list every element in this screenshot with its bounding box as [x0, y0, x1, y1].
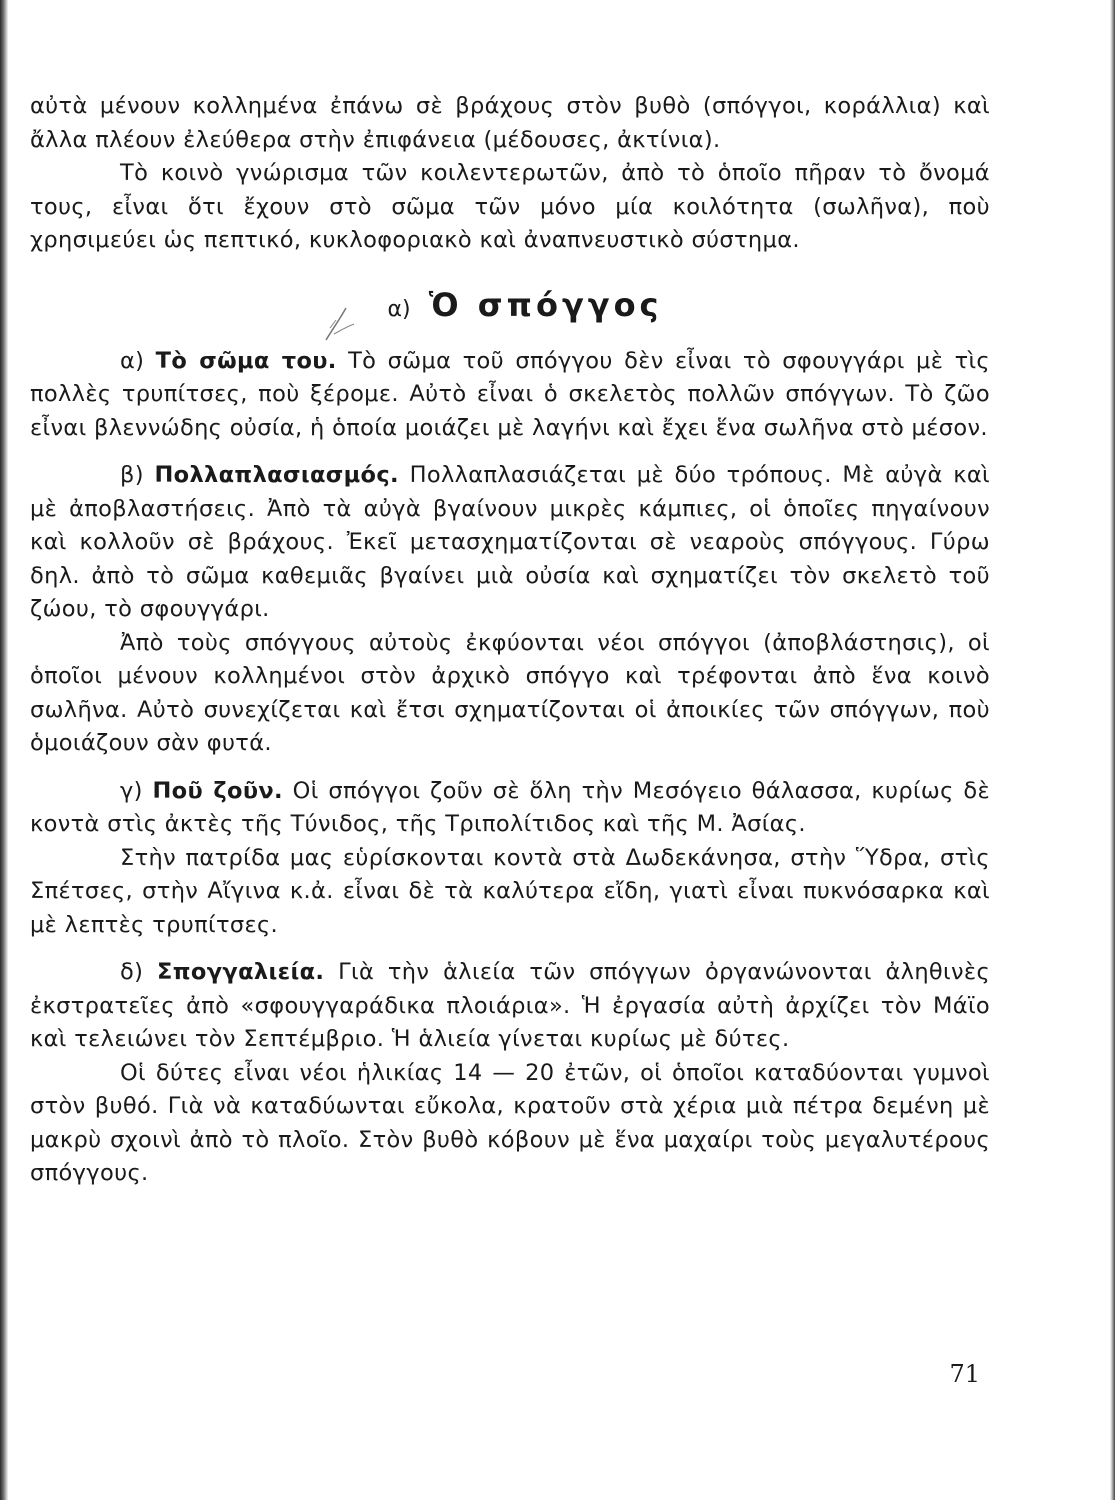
subsection-body — [30, 345, 990, 446]
subsection-title: Ποῦ ζοῦν. — [152, 777, 283, 804]
page-number: 71 — [949, 1360, 980, 1388]
section-heading-label: α) — [387, 296, 411, 322]
subsection-text: Οἱ σπόγγοι ζοῦν σὲ ὅλη τὴν Μεσόγειο θάλασσα, κυρίως δὲ κοντὰ στὶς ἀκτὲς τῆς Τύνιδος, τῆς Τριπολίτιδος καὶ τῆς Μ. Ἀσίας. — [30, 777, 990, 837]
intro-paragraph-continued: αὐτὰ μένουν κολλημένα ἐπάνω σὲ βράχους στὸν βυθὸ (σπόγγοι, κοράλλια) καὶ ἄλλα πλέουν ἐλεύθερα στὴν ἐπιφάνεια (μέδουσες, ἀκτίνια). — [30, 93, 990, 153]
subsection-paragraph: Ἀπὸ τοὺς σπόγγους αὐτοὺς ἐκφύονται νέοι σπόγγοι (ἀποβλάστησις), οἱ ὁποῖοι μένουν κολλημένοι στὸν ἀρχικὸ σπόγγο καὶ τρέφονται ἀπὸ ἕνα κοινὸ σωλῆνα. Αὐτὸ συνεχίζεται καὶ ἔτσι σχηματίζονται οἱ ἀποικίες τῶν σπόγγων, ποὺ ὁμοιάζουν σὰν φυτά. — [30, 629, 990, 756]
subsection-marker: β) — [120, 462, 144, 488]
subsection-body — [30, 775, 990, 842]
subsection-title: Τὸ σῶμα του. — [155, 347, 337, 374]
intro-paragraph: Τὸ κοινὸ γνώρισμα τῶν κοιλεντερωτῶν, ἀπὸ τὸ ὁποῖο πῆραν τὸ ὄνομά τους, εἶναι ὅτι ἔχουν στὸ σῶμα τῶν μόνο μία κοιλότητα (σωλῆνα), ποὺ χρησιμεύει ὡς πεπτικό, κυκλοφοριακὸ καὶ ἀναπνευστικὸ σύστημα. — [30, 160, 990, 253]
page-right-edge — [1110, 0, 1115, 1500]
subsection-title: Πολλαπλασιασμός. — [154, 462, 399, 488]
section-heading — [30, 284, 990, 331]
subsection-marker: α) — [120, 347, 145, 374]
subsection-body — [30, 459, 990, 627]
page-text — [30, 90, 990, 1191]
subsection-text: Τὸ σῶμα τοῦ σπόγγου δὲν εἶναι τὸ σφουγγάρι μὲ τὶς πολλὲς τρυπίτσες, ποὺ ξέρομε. Αὐτὸ εἶναι ὁ σκελετὸς πολλῶν σπόγγων. Τὸ ζῶο εἶναι βλεννώδης οὐσία, ἡ ὁποία μοιάζει μὲ λαγήνι καὶ ἔχει ἕνα σωλῆνα στὸ μέσον. — [30, 347, 990, 441]
page-binding-edge — [0, 0, 8, 1500]
section-heading-title: Ὁ σπόγγος — [428, 285, 663, 324]
subsection-title: Σπογγαλιεία. — [157, 959, 325, 985]
subsection-text: Πολλαπλασιάζεται μὲ δύο τρόπους. Μὲ αὐγὰ καὶ μὲ ἀποβλαστήσεις. Ἀπὸ τὰ αὐγὰ βγαίνουν μικρὲς κάμπιες, οἱ ὁποῖες πηγαίνουν καὶ κολλοῦν σὲ βράχους. Ἐκεῖ μετασχηματίζονται σὲ νεαροὺς σπόγγους. Γύρω δηλ. ἀπὸ τὸ σῶμα καθεμιᾶς βγαίνει μιὰ οὐσία καὶ σχηματίζει τὸν σκελετὸ τοῦ ζώου, τὸ σφουγγάρι. — [30, 462, 990, 622]
subsection-marker: γ) — [120, 777, 143, 804]
subsection-body — [30, 956, 990, 1057]
subsection-text: Γιὰ τὴν ἁλιεία τῶν σπόγγων ὀργανώνονται ἀληθινὲς ἐκστρατεῖες ἀπὸ «σφουγγαράδικα πλοιάρια». Ἡ ἐργασία αὐτὴ ἀρχίζει τὸν Μάϊο καὶ τελειώνει τὸν Σεπτέμβριο. Ἡ ἁλιεία γίνεται κυρίως μὲ δύτες. — [30, 959, 990, 1052]
subsection-marker: δ) — [120, 959, 144, 985]
subsection-paragraph: Οἱ δύτες εἶναι νέοι ἡλικίας 14 — 20 ἐτῶν, οἱ ὁποῖοι καταδύονται γυμνοὶ στὸν βυθό. Γιὰ νὰ καταδύωνται εὔκολα, κρατοῦν στὰ χέρια μιὰ πέτρα δεμένη μὲ μακρὺ σχοινὶ ἀπὸ τὸ πλοῖο. Στὸν βυθὸ κόβουν μὲ ἕνα μαχαίρι τοὺς μεγαλυτέρους σπόγγους. — [30, 1059, 990, 1186]
subsection-paragraph: Στὴν πατρίδα μας εὑρίσκονται κοντὰ στὰ Δωδεκάνησα, στὴν Ὕδρα, στὶς Σπέτσες, στὴν Αἴγινα κ.ἀ. εἶναι δὲ τὰ καλύτερα εἴδη, γιατὶ εἶναι πυκνόσαρκα καὶ μὲ λεπτὲς τρυπίτσες. — [30, 844, 990, 938]
